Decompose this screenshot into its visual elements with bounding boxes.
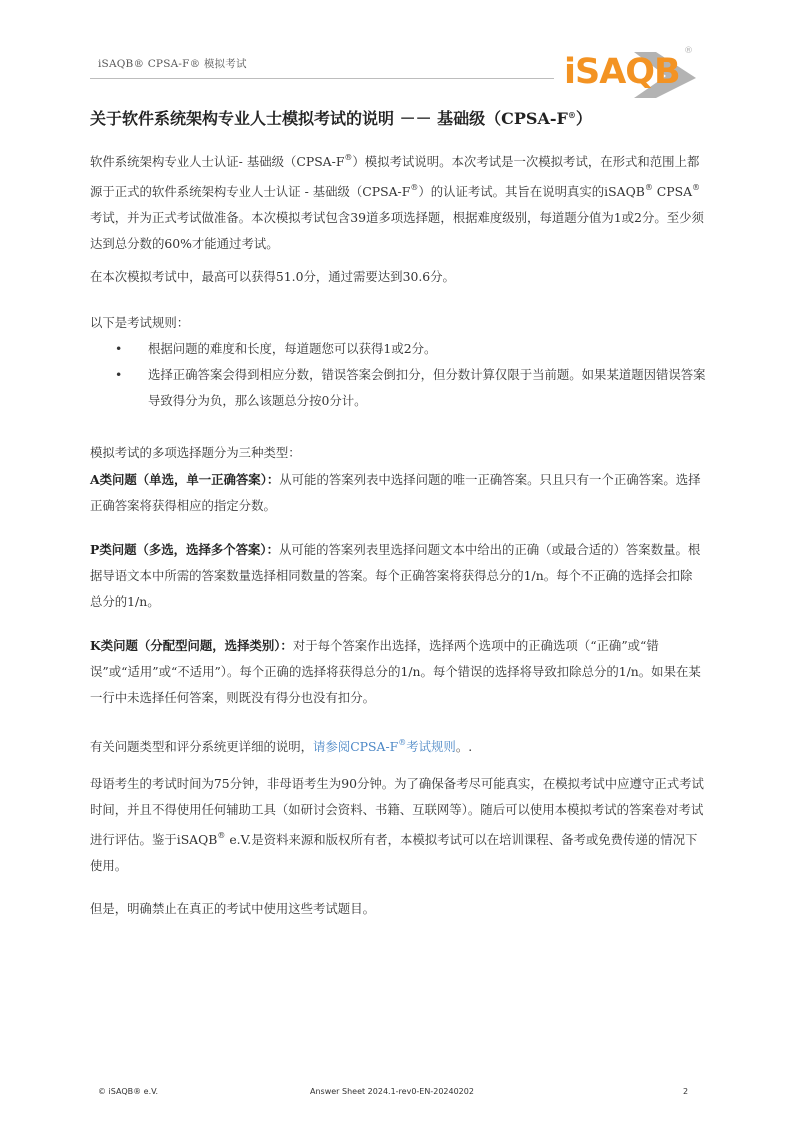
footer-copyright: © iSAQB® e.V. [98, 1087, 159, 1096]
more-info-paragraph: 有关问题类型和评分系统更详细的说明，请参阅CPSA-F®考试规则。. [90, 738, 473, 754]
header-text: iSAQB® CPSA-F® 模拟考试 [98, 58, 247, 70]
footer-page-number: 2 [683, 1087, 689, 1096]
intro-paragraph: 软件系统架构专业人士认证- 基础级（CPSA-F®）模拟考试说明。本次考试是一次模拟考试，在形式和范围上都源于正式的软件系统架构专业人士认证 - 基础级（CPSA-F®）的认证考试。其旨在说明真实的iSAQB® CPSA®考试，并为正式考试做准备。本次模拟考试包含39道多项选择题，根据难度级别，每道题分值为1或2分。至少须达到总分数的60%才能通过考试。 [90, 153, 704, 251]
exam-rules-link[interactable]: 请参阅CPSA-F®考试规则 [313, 738, 456, 754]
type-a-label: A类问题（单选，单一正确答案）： [90, 472, 280, 487]
isaqb-logo [562, 42, 698, 98]
types-heading: 模拟考试的多项选择题分为三种类型： [90, 445, 301, 460]
header-rule [90, 78, 554, 79]
type-p-paragraph: P类问题（多选，选择多个答案）：从可能的答案列表里选择问题文本中给出的正确（或最合适的）答案数量。根据导语文本中所需的答案数量选择相同数量的答案。每个正确答案将获得总分的1/n。每个不正确的选择会扣除总分的1/n。 [90, 542, 701, 609]
logo-text: iSAQB [564, 52, 680, 92]
type-k-paragraph: K类问题（分配型问题，选择类别）：对于每个答案作出选择，选择两个选项中的正确选项（“正确”或“错误”或“适用”或“不适用”）。每个正确的选择将获得总分的1/n。每个错误的选择将导致扣除总分的1/n。如果在某一行中未选择任何答案，则既没有得分也没有扣分。 [90, 638, 701, 705]
score-paragraph: 在本次模拟考试中，最高可以获得51.0分，通过需要达到30.6分。 [90, 269, 455, 284]
prohibition-paragraph: 但是，明确禁止在真正的考试中使用这些考试题目。 [90, 901, 375, 916]
exam-time-paragraph: 母语考生的考试时间为75分钟，非母语考生为90分钟。为了确保备考尽可能真实，在模拟考试中应遵守正式考试时间，并且不得使用任何辅助工具（如研讨会资料、书籍、互联网等）。随后可以使用本模拟考试的答案卷对考试进行评估。鉴于iSAQB® e.V.是资料来源和版权所有者，本模拟考试可以在培训课程、备考或免费传递的情况下使用。 [90, 776, 704, 873]
page-title: 关于软件系统架构专业人士模拟考试的说明 －－ 基础级（CPSA-F®） [90, 109, 592, 128]
footer-document-id: Answer Sheet 2024.1-rev0-EN-20240202 [310, 1087, 474, 1096]
type-a-paragraph: A类问题（单选，单一正确答案）：从可能的答案列表中选择问题的唯一正确答案。只且只有一个正确答案。选择正确答案将获得相应的指定分数。 [90, 472, 701, 513]
type-k-label: K类问题（分配型问题，选择类别）： [90, 638, 293, 653]
logo-registered: ® [684, 46, 693, 56]
rules-heading: 以下是考试规则： [90, 315, 190, 330]
rule-text: 选择正确答案会得到相应分数，错误答案会倒扣分，但分数计算仅限于当前题。如果某道题因错误答案导致得分为负，那么该题总分按0分计。 [148, 367, 706, 408]
bullet-icon: • [115, 341, 123, 356]
type-p-label: P类问题（多选，选择多个答案）： [90, 542, 279, 557]
rule-text: 根据问题的难度和长度，每道题您可以获得1或2分。 [148, 341, 437, 356]
bullet-icon: • [115, 367, 123, 382]
